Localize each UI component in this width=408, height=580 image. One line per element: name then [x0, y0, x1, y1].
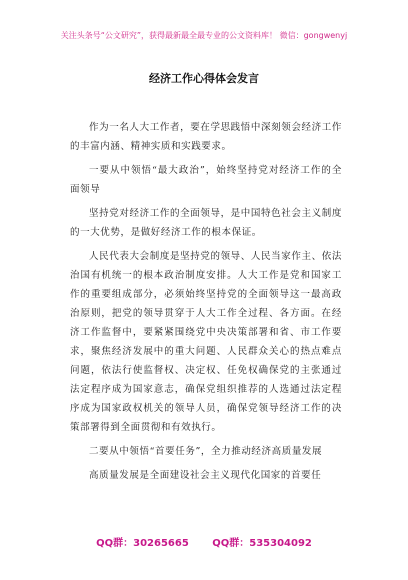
footer-qq-group-1: QQ群：30265665 — [96, 538, 189, 549]
header-note: 关注头条号“公文研究”，获得最新最全最专业的公文资料库！ 微信：gongwenyj — [60, 31, 348, 40]
paragraph-intro: 作为一名人大工作者，要在学思践悟中深刻领会经济工作的丰富内涵、精神实质和实践要求。 — [70, 122, 342, 152]
document-body — [70, 118, 342, 490]
paragraph-heading-one: 一要从中领悟“最大政治”，始终坚持党对经济工作的全面领导 — [70, 165, 342, 195]
document-title: 经济工作心得体会发言 — [149, 72, 259, 85]
paragraph-heading-two: 二要从中领悟“首要任务”，全力推动经济高质量发展 — [89, 446, 323, 457]
footer-qq-group-2: QQ群：535304092 — [212, 538, 312, 549]
paragraph-congress-system: 人民代表大会制度是坚持党的领导、人民当家作主、依法治国有机统一的根本政治制度安排。人大工作是党和国家工作的重要组成部分，必须始终坚持党的全面领导这一最高政治原则，把党的领导贯穿于人大工作全过程、各方面。在经济工作监督中，要紧紧围绕党中央决策部署和省、市工作要求，聚焦经济发展中的重大问题、人民群众关心的热点难点问题，依法行使监督权、决定权、任免权确保党的主张通过法定程序成为国家意志，确保党组织推荐的人选通过法定程序成为国家政权机关的领导人员，确保党领导经济工作的决策部署得到全面贯彻和有效执行。 — [70, 251, 342, 433]
paragraph-high-quality: 高质量发展是全面建设社会主义现代化国家的首要任 — [89, 470, 322, 481]
paragraph-leadership: 坚持党对经济工作的全面领导，是中国特色社会主义制度的一大优势，是做好经济工作的根本保证。 — [70, 208, 342, 238]
footer-contacts — [0, 534, 408, 549]
